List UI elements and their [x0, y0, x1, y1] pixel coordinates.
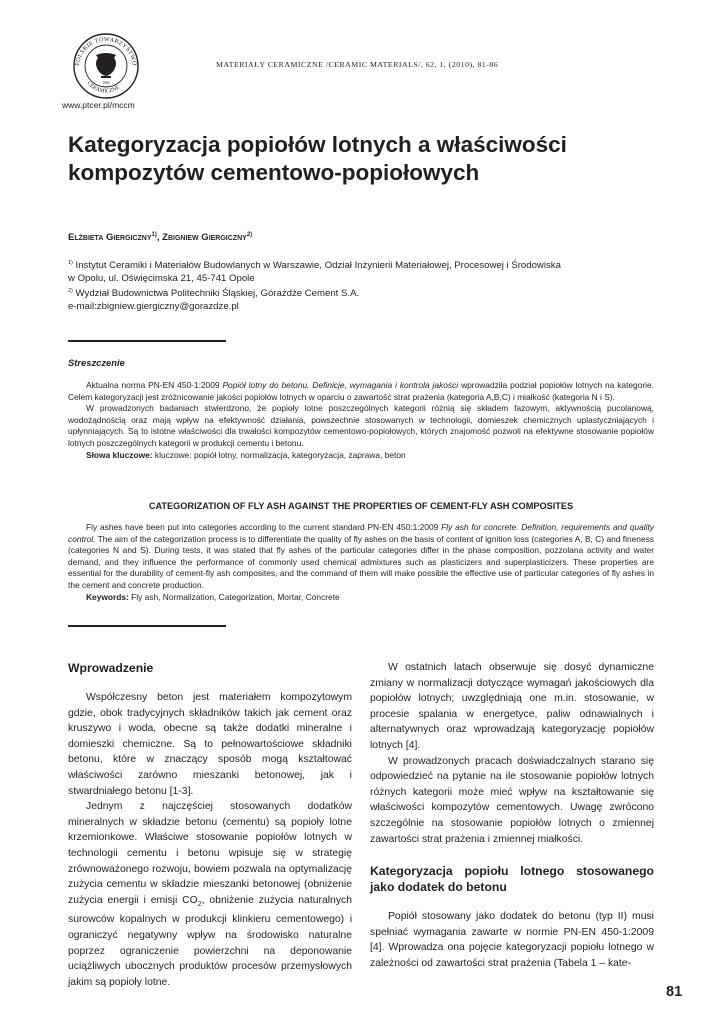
- divider-rule: [68, 625, 226, 627]
- section-heading: Kategoryzacja popiołu lotnego stosowanego jako dodatek do betonu: [370, 864, 654, 895]
- abstract-paragraph: Fly ashes have been put into categories according to the current standard PN-EN 450:1:2009 Fly ash for concrete. Definition, requirements and quality control. The aim of the categorization process is to differentiate the quality of fly ashes on the basis of content of ignition loss (categories A, B, C) and fineness (categories N and S). During tests, it was stated that fly ashes of the particular categories differ in the phase composition, pozzolana activity and water demand, and they influence the performance of commonly used chemical admixtures such as plasticizers and superplasticizers. These properties are essential for the durability of cement-fly ash composites, and the command of them will make possible the effective use of particular categories of fly ashes in the cement and concrete production.: [68, 522, 654, 590]
- abstract-heading: Streszczenie: [68, 357, 125, 368]
- body-paragraph: W ostatnich latach obserwuje się dosyć dynamiczne zmiany w normalizacji dotyczące wymagań jakościowych dla popiołów lotnych; uwzględniają one m.in. stosowanie, w procesie spalania w energetyce, paliw odnawialnych i alternatywnych oraz wprowadzają kategoryzację popiołów lotnych [4].: [370, 662, 654, 751]
- author-name: Elżbieta Giergiczny: [68, 232, 152, 244]
- title-line-2: kompozytów cementowo-popiołowych: [68, 160, 480, 185]
- affiliations: [68, 257, 668, 313]
- contact-email[interactable]: e-mail:zbigniew.giergiczny@gorazdze.pl: [68, 301, 239, 313]
- keywords: Keywords: Fly ash, Normalization, Categorization, Mortar, Concrete: [86, 591, 340, 602]
- abstract-english: [68, 522, 654, 603]
- svg-text:POLSKIE TOWARZYSTWO: POLSKIE TOWARZYSTWO: [74, 35, 138, 67]
- keywords: Słowa kluczowe: kluczowe: popiół lotny, normalizacja, kategoryzacja, zaprawa, beton: [86, 449, 406, 460]
- body-right-column: [370, 660, 654, 972]
- society-seal-logo: [62, 32, 150, 100]
- affiliation-1-address: w Opolu, ul. Oświęcimska 21, 45-741 Opole: [68, 273, 255, 285]
- abstract-paragraph: Aktualna norma PN-EN 450-1:2009 Popiół lotny do betonu. Definicje, wymagania i kontrola jakości wprowadziła podział popiołów lotnych na kategorie. Celem kategoryzacji jest zróżnicowanie jakości popiołów lotnych w oparciu o zawartość strat prażenia (kategoria A,B,C) i miałkość (kategoria N i S).: [68, 380, 655, 402]
- page-number: 81: [666, 984, 683, 1000]
- journal-citation: MATERIAŁY CERAMICZNE /CERAMIC MATERIALS/, 62, 1, (2010), 81-86: [216, 60, 499, 69]
- author-name: Zbigniew Giergiczny: [162, 232, 247, 244]
- divider-rule: [68, 340, 226, 342]
- author-affiliation-mark: 1): [151, 232, 157, 238]
- affiliation-2: $^{2)}$ Wydział Budownictwa Politechniki Śląskiej, Górażdże Cement S.A.: [68, 288, 360, 300]
- author-list: [68, 232, 252, 243]
- english-title: CATEGORIZATION OF FLY ASH AGAINST THE PROPERTIES OF CEMENT-FLY ASH COMPOSITES: [148, 501, 574, 511]
- journal-url[interactable]: www.ptcer.pl/mccm: [62, 100, 135, 110]
- title-line-1: Kategoryzacja popiołów lotnych a właściwości: [68, 132, 567, 157]
- body-paragraph: Popiół stosowany jako dodatek do betonu (typ II) musi spełniać wymagania zawarte w normie PN-EN 450-1:2009 [4]. Wprowadza ona pojęcie kategoryzacji popiołu lotnego w zależności od zawartości strat prażenia (Tabela 1 – kate-: [370, 911, 654, 969]
- abstract-polish: [68, 380, 654, 461]
- svg-text:1984: 1984: [102, 81, 110, 85]
- affiliation-1: $^{1)}$ Instytut Ceramiki i Materiałów Budowlanych w Warszawie, Odział Inżynierii Materiałowej, Procesowej i Środowiska: [68, 260, 561, 272]
- svg-text:CERAMICZNE: CERAMICZNE: [85, 80, 121, 95]
- article-title: [68, 131, 668, 187]
- body-paragraph: W prowadzonych pracach doświadczalnych starano się odpowiedzieć na pytanie na ile stosowanie popiołów lotnych różnych kategorii może mieć wpływ na kształtowanie się właściwości kompozytów cementowych. Uwagę zwrócono szczególnie na stosowanie popiołów lotnych o zmiennej zawartości strat prażenia i zmiennej miałkości.: [370, 755, 654, 845]
- section-heading: Wprowadzenie: [68, 661, 154, 675]
- abstract-paragraph: W prowadzonych badaniach stwierdzono, że popioły lotne poszczególnych kategorii różnią się składem fazowym, aktywnością pucolanową, wodożądnością oraz mają wpływ na efektywność działania, powszechnie stosowanych w technologii, domieszek chemicznych uplastyczniających i upłynniających. Są to istotne właściwości dla trwałości kompozytów cementowo-popiołowych, których znajomość pozwoli na efektywne stosowanie popiołów lotnych poszczególnych kategorii w produkcji cementu i betonu.: [68, 403, 654, 448]
- body-left-column: [68, 660, 352, 990]
- body-paragraph: Współczesny beton jest materiałem kompozytowym gdzie, obok tradycyjnych składników takich jak cement oraz kruszywo i woda, obecne są także dodatki mineralne i domieszki chemiczne. Są to pełnowartościowe składniki betonu, które w znaczący sposób mogą kształtować właściwości zarówno mieszanki betonowej, jak i stwardniałego betonu [1-3].: [68, 692, 352, 797]
- author-affiliation-mark: 2): [246, 232, 253, 238]
- body-paragraph: Jednym z najczęściej stosowanych dodatków mineralnych w składzie betonu (cementu) są popioły lotne krzemionkowe. Właściwe stosowanie popiołów lotnych w technologii cementu i betonu wpisuje się w strategię zrównoważonego rozwoju, bowiem pozwala na optymalizację zużycia cementu w składzie mieszanki betonowej (obniżenie zużycia energii i emisji $CO_2$, obniżenie zużycia naturalnych surowców kopalnych w produkcji klinkieru cementowego) i ograniczyć negatywny wpływ na środowisko naturalne poprzez ograniczenie powierzchni na deponowanie uciążliwych ubocznych produktów procesów przemysłowych jakim są popioły lotne.: [68, 801, 352, 988]
- author-separator: ,: [156, 232, 163, 244]
